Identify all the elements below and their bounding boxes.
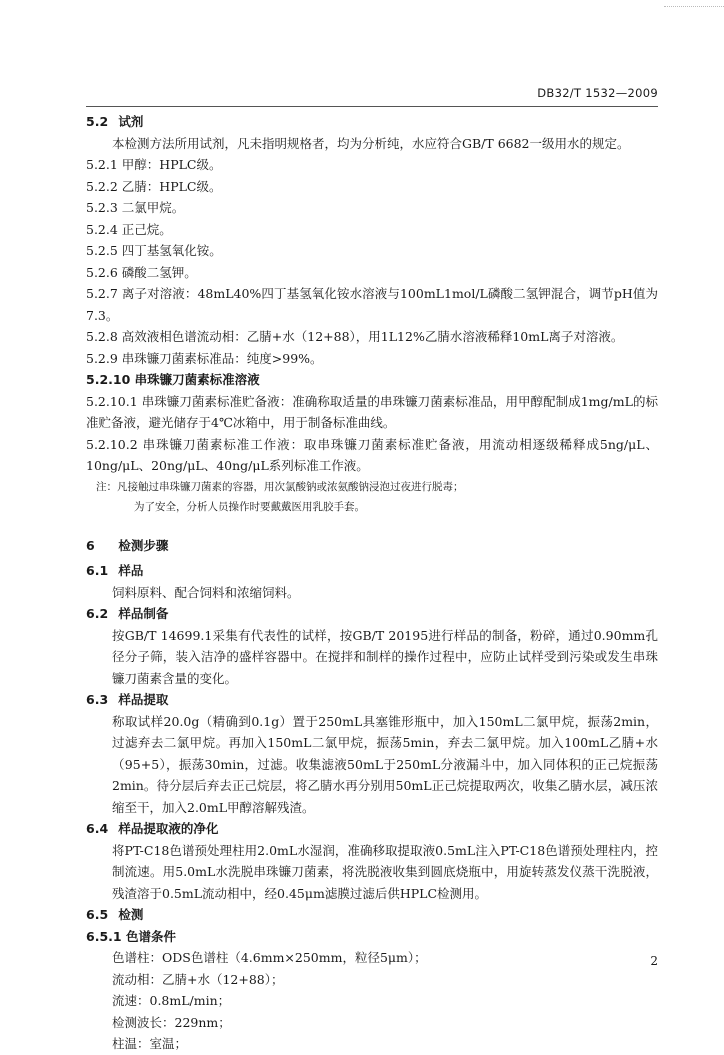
clause-number: 5.2.5: [86, 243, 118, 258]
clause-5-2-10: [86, 369, 658, 391]
clause-5-2-9: [86, 348, 658, 370]
clause-number: 5.2.9: [86, 350, 118, 366]
clause-6: [86, 535, 658, 557]
page-number: 2: [650, 954, 658, 968]
clause-text: 本检测方法所用试剂，凡未指明规格者，均为分析纯，水应符合GB/T 6682一级用水的规定。: [112, 135, 630, 151]
text-line: [86, 582, 658, 604]
clause-number: 5.2.2: [86, 178, 118, 194]
clause-number: 5.2.6: [86, 264, 118, 280]
clause-number: 5.2.10.1: [86, 393, 138, 409]
text-line: [86, 969, 658, 991]
clause-text: 流动相：乙腈+水（12+88）；: [112, 971, 284, 987]
text-line: [86, 1012, 658, 1034]
clause-number: 5.2.3: [86, 200, 118, 215]
clause-text: 色谱柱：ODS色谱柱（4.6mm×250mm，粒径5μm）；: [112, 950, 427, 965]
text-line: [86, 990, 658, 1012]
clause-text: 乙腈：HPLC级。: [121, 178, 222, 194]
clause-number: 6.4: [86, 821, 109, 836]
clause-text: 二氯甲烷。: [121, 200, 185, 215]
clause-number: 5.2.10.2: [86, 436, 138, 452]
clause-text: 甲醇：HPLC级。: [121, 157, 222, 172]
clause-number: 5.2.4: [86, 221, 118, 237]
clause-text: 四丁基氢氧化铵。: [121, 243, 222, 258]
clause-text: 检测: [118, 907, 144, 922]
text-line: [86, 1033, 658, 1055]
clause-number: 5.2.7: [86, 286, 118, 301]
clause-number: 6: [86, 537, 95, 553]
clause-text: 检测步骤: [118, 537, 169, 553]
clause-text: 柱温：室温；: [112, 1036, 188, 1051]
clause-number: 5.2.1: [86, 157, 118, 172]
text-line: [86, 840, 658, 905]
text-line: [86, 133, 658, 155]
clause-text: 称取试样20.0g（精确到0.1g）置于250mL具塞锥形瓶中，加入150mL二氯甲烷，振荡2min，过滤弃去二氯甲烷。再加入150mL二氯甲烷，振荡5min，弃去二氯甲烷。加入100mL乙腈+水（95+5），振荡30min，过滤。收集滤液50mL于250mL分液漏斗中，加入同体积的正己烷振荡2min。待分层后弃去正己烷层，将乙腈水再分别用50mL正己烷提取两次，收集乙腈水层，减压浓缩至干，加入2.0mL甲醇溶解残渣。: [112, 713, 658, 815]
clause-text: 饲料原料、配合饲料和浓缩饲料。: [112, 584, 300, 600]
text-line: [86, 947, 658, 969]
clause-5-2: [86, 111, 658, 133]
clause-text: 磷酸二氢钾。: [121, 264, 197, 280]
clause-text: 样品提取: [118, 692, 169, 707]
clause-text: 样品提取液的净化: [118, 821, 219, 836]
clause-text: 串珠镰刀菌素标准溶液: [134, 372, 260, 387]
clause-text: 注：凡接触过串珠镰刀菌素的容器，用次氯酸钠或浓氨酸钠浸泡过夜进行脱毒；: [96, 480, 464, 493]
clause-text: 为了安全，分析人员操作时要戴戴医用乳胶手套。: [134, 500, 365, 513]
clause-text: 高效液相色谱流动相：乙腈+水（12+88），用1L12%乙腈水溶液稀释10mL离子对溶液。: [121, 329, 624, 344]
clause-text: 离子对溶液：48mL40%四丁基氢氧化铵水溶液与100mL1mol/L磷酸二氢钾混合，调节pH值为7.3。: [86, 286, 658, 323]
standard-code: DB32/T 1532—2009: [537, 86, 658, 100]
text-line: [86, 625, 658, 690]
clause-5-2-10-2: [86, 434, 658, 477]
clause-text: 正己烷。: [121, 221, 172, 237]
text-line: [86, 477, 658, 497]
clause-text: 串珠镰刀菌素标准贮备液：准确称取适量的串珠镰刀菌素标准品，用甲醇配制成1mg/mL的标准贮备液，避光储存于4℃冰箱中，用于制备标准曲线。: [86, 393, 658, 430]
clause-number: 6.1: [86, 563, 109, 578]
scan-edge-mark: [664, 0, 724, 7]
clause-5-2-1: [86, 154, 658, 176]
clause-text: 流速：0.8mL/min；: [112, 993, 231, 1008]
clause-number: 6.3: [86, 692, 109, 707]
clause-6-5: [86, 904, 658, 926]
text-line: [86, 497, 658, 517]
clause-number: 6.5.1: [86, 928, 122, 944]
clause-6-2: [86, 603, 658, 625]
clause-6-4: [86, 818, 658, 840]
clause-5-2-5: [86, 240, 658, 262]
clause-5-2-8: [86, 326, 658, 348]
clause-text: 串珠镰刀菌素标准工作液：取串珠镰刀菌素标准贮备液，用流动相逐级稀释成5ng/μL、10ng/μL、20ng/μL、40ng/μL系列标准工作液。: [86, 436, 658, 473]
header-rule: [86, 106, 658, 107]
clause-6-3: [86, 689, 658, 711]
clause-number: 6.5: [86, 907, 109, 922]
clause-5-2-2: [86, 176, 658, 198]
clause-5-2-7: [86, 283, 658, 326]
clause-number: 5.2: [86, 114, 109, 129]
document-body: [86, 111, 658, 1055]
clause-text: 色谱条件: [125, 928, 176, 944]
clause-text: 试剂: [118, 114, 144, 129]
clause-text: 样品制备: [118, 606, 169, 621]
clause-6-1: [86, 560, 658, 582]
clause-number: 5.2.8: [86, 329, 118, 344]
clause-5-2-6: [86, 262, 658, 284]
clause-text: 将PT-C18色谱预处理柱用2.0mL水湿润，准确移取提取液0.5mL注入PT-C18色谱预处理柱内，控制流速。用5.0mL水洗脱串珠镰刀菌素，将洗脱液收集到圆底烧瓶中，用旋转蒸发仪蒸干洗脱液，残渣溶于0.5mL流动相中，经0.45μm滤膜过滤后供HPLC检测用。: [112, 842, 658, 901]
clause-6-5-1: [86, 926, 658, 948]
clause-number: 6.2: [86, 606, 109, 621]
clause-5-2-10-1: [86, 391, 658, 434]
clause-5-2-4: [86, 219, 658, 241]
clause-text: 串珠镰刀菌素标准品：纯度>99%。: [121, 350, 323, 366]
clause-text: 检测波长：229nm；: [112, 1014, 231, 1030]
clause-text: 样品: [118, 563, 144, 578]
text-line: [86, 711, 658, 819]
clause-5-2-3: [86, 197, 658, 219]
clause-text: 按GB/T 14699.1采集有代表性的试样，按GB/T 20195进行样品的制备，粉碎，通过0.90mm孔径分子筛，装入洁净的盛样容器中。在搅拌和制样的操作过程中，应防止试样受到污染或发生串珠镰刀菌素含量的变化。: [112, 627, 658, 686]
clause-number: 5.2.10: [86, 372, 131, 387]
